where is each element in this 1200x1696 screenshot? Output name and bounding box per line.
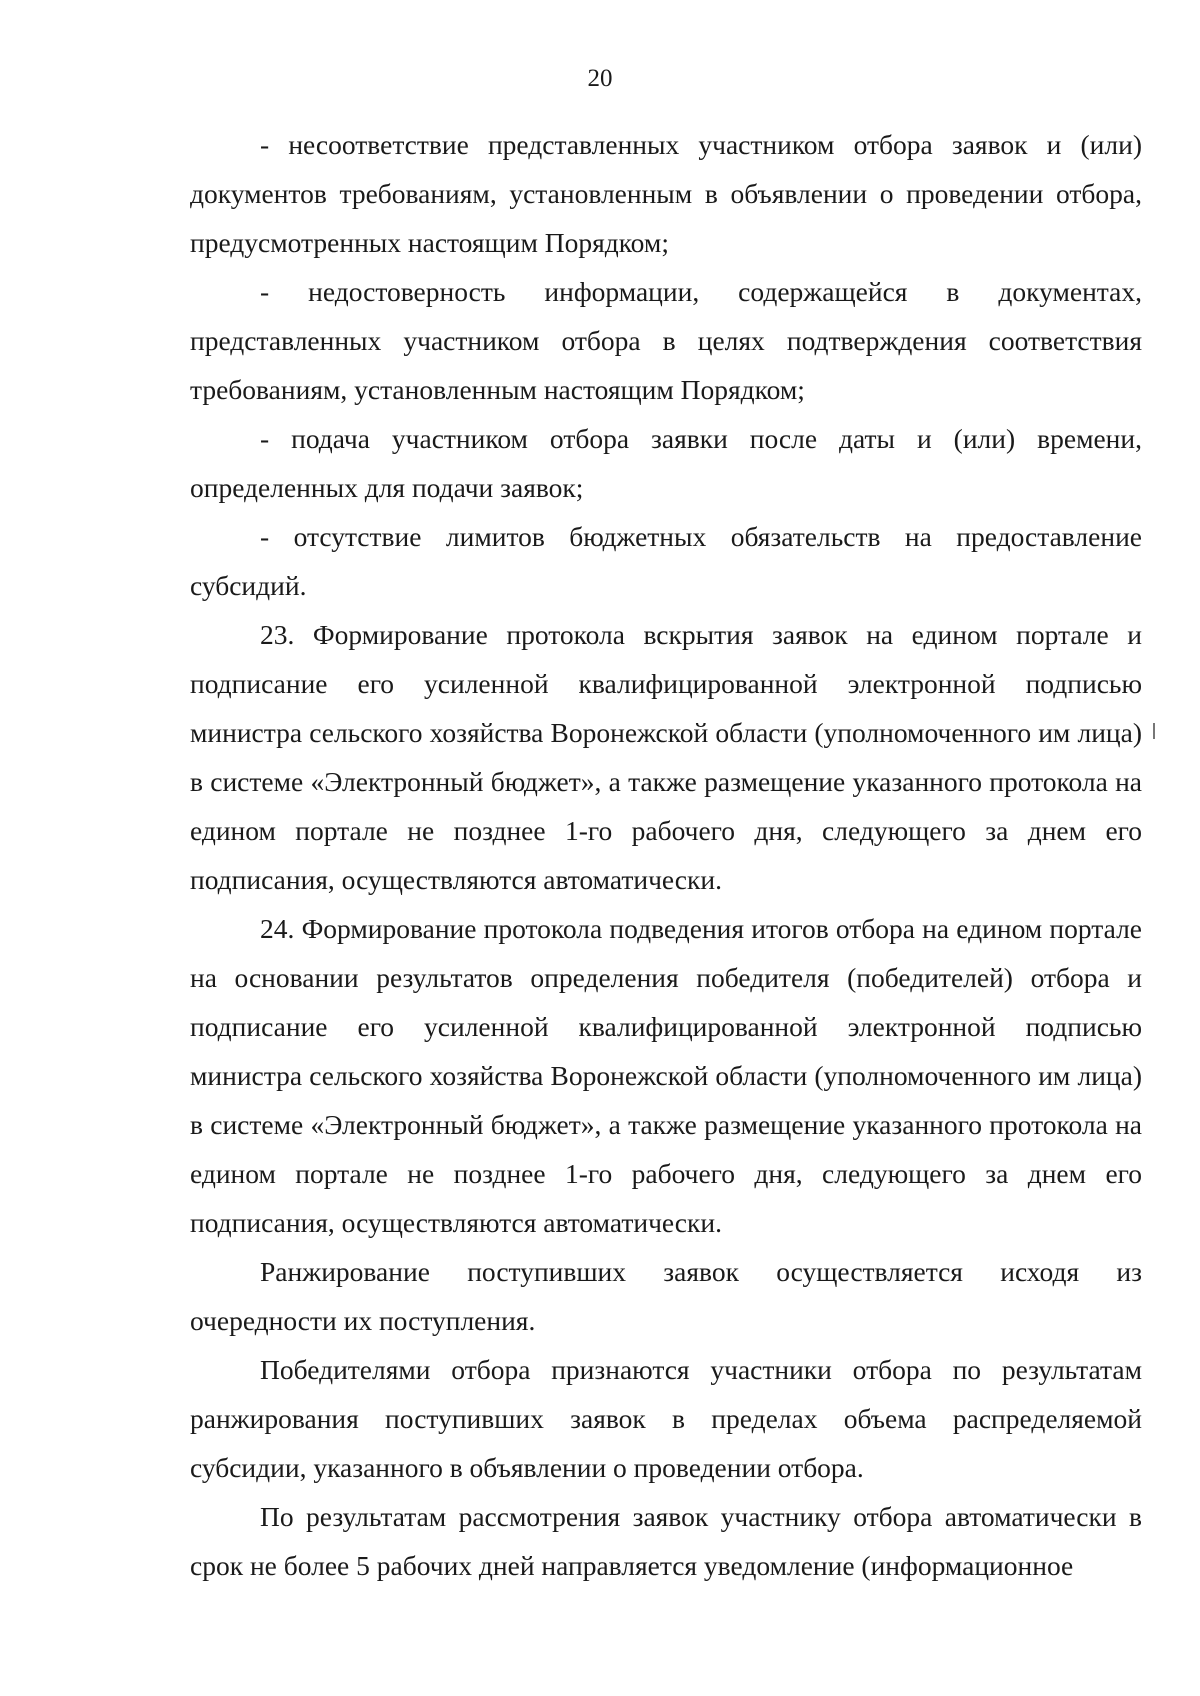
- paragraph-bullet-unreliable-info: - недостоверность информации, содержащейся в документах, представленных участником отбора в целях подтверждения соответствия требованиям, установленным настоящим Порядком;: [190, 276, 1142, 405]
- paragraph-item-24: 24. Формирование протокола подведения итогов отбора на едином портале на основании результатов определения победителя (победителей) отбора и подписание его усиленной квалифицированной электронной подписью министра сельского хозяйства Воронежской области (уполномоченного им лица) в системе «Электронный бюджет», а также размещение указанного протокола на едином портале не позднее 1-го рабочего дня, следующего за днем его подписания, осуществляются автоматически.: [190, 913, 1142, 1238]
- page-number: 20: [587, 65, 613, 92]
- paragraph-notification: По результатам рассмотрения заявок участнику отбора автоматически в срок не более 5 рабочих дней направляется уведомление (информационное: [190, 1501, 1142, 1581]
- paragraph-bullet-mismatch: - несоответствие представленных участником отбора заявок и (или) документов требованиям, установленным в объявлении о проведении отбора, предусмотренных настоящим Порядком;: [190, 129, 1142, 258]
- paragraph-winners: Победителями отбора признаются участники отбора по результатам ранжирования поступивших заявок в пределах объема распределяемой субсидии, указанного в объявлении о проведении отбора.: [190, 1354, 1142, 1483]
- document-body: [190, 120, 1142, 1590]
- paragraph-bullet-no-limits: - отсутствие лимитов бюджетных обязательств на предоставление субсидий.: [190, 521, 1142, 601]
- paragraph-ranking: Ранжирование поступивших заявок осуществляется исходя из очередности их поступления.: [190, 1256, 1142, 1336]
- paragraph-item-23: 23. Формирование протокола вскрытия заявок на едином портале и подписание его усиленной квалифицированной электронной подписью министра сельского хозяйства Воронежской области (уполномоченного им лица) в системе «Электронный бюджет», а также размещение указанного протокола на едином портале не позднее 1-го рабочего дня, следующего за днем его подписания, осуществляются автоматически.: [190, 619, 1142, 895]
- paragraph-bullet-late-submission: - подача участником отбора заявки после даты и (или) времени, определенных для подачи заявок;: [190, 423, 1142, 503]
- margin-mark: [1153, 723, 1155, 739]
